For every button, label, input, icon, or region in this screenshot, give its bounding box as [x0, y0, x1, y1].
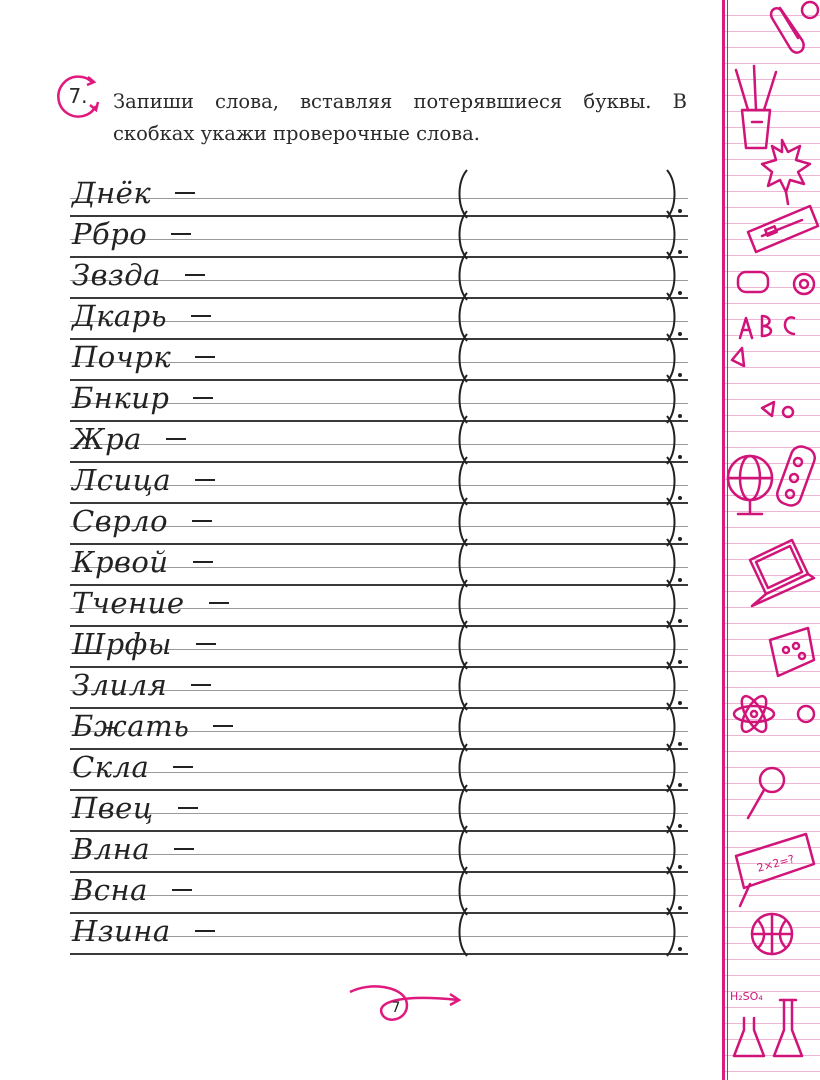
word-row	[70, 340, 688, 380]
word-row	[70, 381, 688, 421]
flask-h2so4-icon	[730, 990, 802, 1056]
dash	[193, 397, 213, 399]
word-row	[70, 873, 688, 913]
cursive-word: Нзина	[72, 914, 171, 948]
period	[678, 291, 682, 295]
word-row	[70, 258, 688, 298]
paint-palette-icon	[774, 444, 817, 509]
cursive-word: Пвец	[72, 791, 154, 825]
pencil-box-icon	[770, 628, 814, 676]
dash	[185, 274, 205, 276]
dash	[174, 848, 194, 850]
word-row	[70, 299, 688, 339]
page-number-badge	[340, 978, 470, 1038]
cursive-word: Почрк	[72, 340, 172, 374]
cursive-word: Сврло	[72, 504, 169, 538]
dash	[172, 889, 192, 891]
cursive-word: Влна	[72, 832, 151, 866]
guide-line	[70, 444, 688, 445]
magnifier-icon	[748, 768, 784, 818]
period	[678, 373, 682, 377]
period	[678, 824, 682, 828]
triangle-icon	[762, 402, 793, 417]
writing-line[interactable]	[70, 830, 688, 832]
period	[678, 537, 682, 541]
abc-letters-icon	[732, 316, 794, 366]
period	[678, 742, 682, 746]
guide-line	[70, 198, 688, 199]
period	[678, 455, 682, 459]
writing-line[interactable]	[70, 748, 688, 750]
writing-line[interactable]	[70, 789, 688, 791]
period	[678, 209, 682, 213]
school-doodles	[722, 0, 820, 1080]
paperclip-icon	[771, 2, 818, 53]
word-row	[70, 627, 688, 667]
cursive-word: Злиля	[72, 668, 168, 702]
writing-line[interactable]	[70, 215, 688, 217]
cursive-word: Звзда	[72, 258, 161, 292]
period	[678, 701, 682, 705]
word-row	[70, 217, 688, 257]
atom-icon	[734, 693, 814, 736]
word-row	[70, 545, 688, 585]
period	[678, 865, 682, 869]
dash	[173, 766, 193, 768]
task-number: 7.	[68, 84, 88, 108]
task-instructions: Запиши слова, вставляя потерявшиеся буквы. В скобках укажи проверочные слова.	[113, 90, 687, 145]
period	[678, 414, 682, 418]
cursive-word: Тчение	[72, 586, 185, 620]
dash	[191, 315, 211, 317]
laptop-icon	[750, 540, 814, 606]
cursive-word: Днёк	[72, 176, 152, 210]
dash	[195, 479, 215, 481]
period	[678, 783, 682, 787]
period	[678, 660, 682, 664]
period	[678, 578, 682, 582]
period	[678, 496, 682, 500]
dash	[195, 930, 215, 932]
cursive-word: Бжать	[72, 709, 190, 743]
word-row	[70, 709, 688, 749]
cursive-word: Шрфы	[72, 627, 172, 661]
chalkboard-2x2-icon	[736, 834, 814, 906]
basketball-icon	[752, 914, 792, 954]
cursive-word: Скла	[72, 750, 150, 784]
guide-line	[70, 854, 688, 855]
globe-icon	[728, 456, 772, 514]
eraser-icon	[738, 272, 814, 294]
dash	[195, 356, 215, 358]
period	[678, 250, 682, 254]
word-row	[70, 176, 688, 216]
guide-line	[70, 895, 688, 896]
svg-text:2×2=?: 2×2=?	[755, 852, 796, 875]
cursive-word: Рбро	[72, 217, 148, 251]
cursive-word: Жра	[72, 422, 142, 456]
open-bracket-icon	[456, 906, 470, 958]
dash	[171, 233, 191, 235]
guide-line	[70, 772, 688, 773]
writing-line[interactable]	[70, 420, 688, 422]
dash	[196, 643, 216, 645]
dash	[191, 684, 211, 686]
close-bracket-icon	[664, 906, 678, 958]
word-row	[70, 914, 688, 954]
dash	[193, 561, 213, 563]
dash	[175, 192, 195, 194]
cursive-word: Лсица	[72, 463, 172, 497]
writing-line[interactable]	[70, 953, 688, 955]
cursive-word: Дкарь	[72, 299, 168, 333]
dash	[213, 725, 233, 727]
period	[678, 332, 682, 336]
writing-line[interactable]	[70, 256, 688, 258]
cursive-word: Крвой	[72, 545, 169, 579]
period	[678, 906, 682, 910]
word-row	[70, 750, 688, 790]
word-row	[70, 586, 688, 626]
guide-line	[70, 239, 688, 240]
cursive-word: Бнкир	[72, 381, 170, 415]
pencil-case-icon	[748, 206, 818, 252]
dash	[209, 602, 229, 604]
word-row	[70, 832, 688, 872]
word-row	[70, 422, 688, 462]
period	[678, 947, 682, 951]
notebook-margin	[722, 0, 820, 1080]
word-row	[70, 791, 688, 831]
cursive-word: Всна	[72, 873, 148, 907]
word-row	[70, 668, 688, 708]
word-row	[70, 504, 688, 544]
guide-line	[70, 280, 688, 281]
brushes-in-cup-icon	[736, 66, 776, 148]
writing-line[interactable]	[70, 871, 688, 873]
page-number: 7	[391, 1000, 401, 1016]
dash	[192, 520, 212, 522]
maple-leaf-icon	[762, 140, 810, 204]
svg-text:H₂SO₄: H₂SO₄	[730, 990, 763, 1003]
word-row	[70, 463, 688, 503]
dash	[178, 807, 198, 809]
dash	[166, 438, 186, 440]
period	[678, 619, 682, 623]
guide-line	[70, 813, 688, 814]
